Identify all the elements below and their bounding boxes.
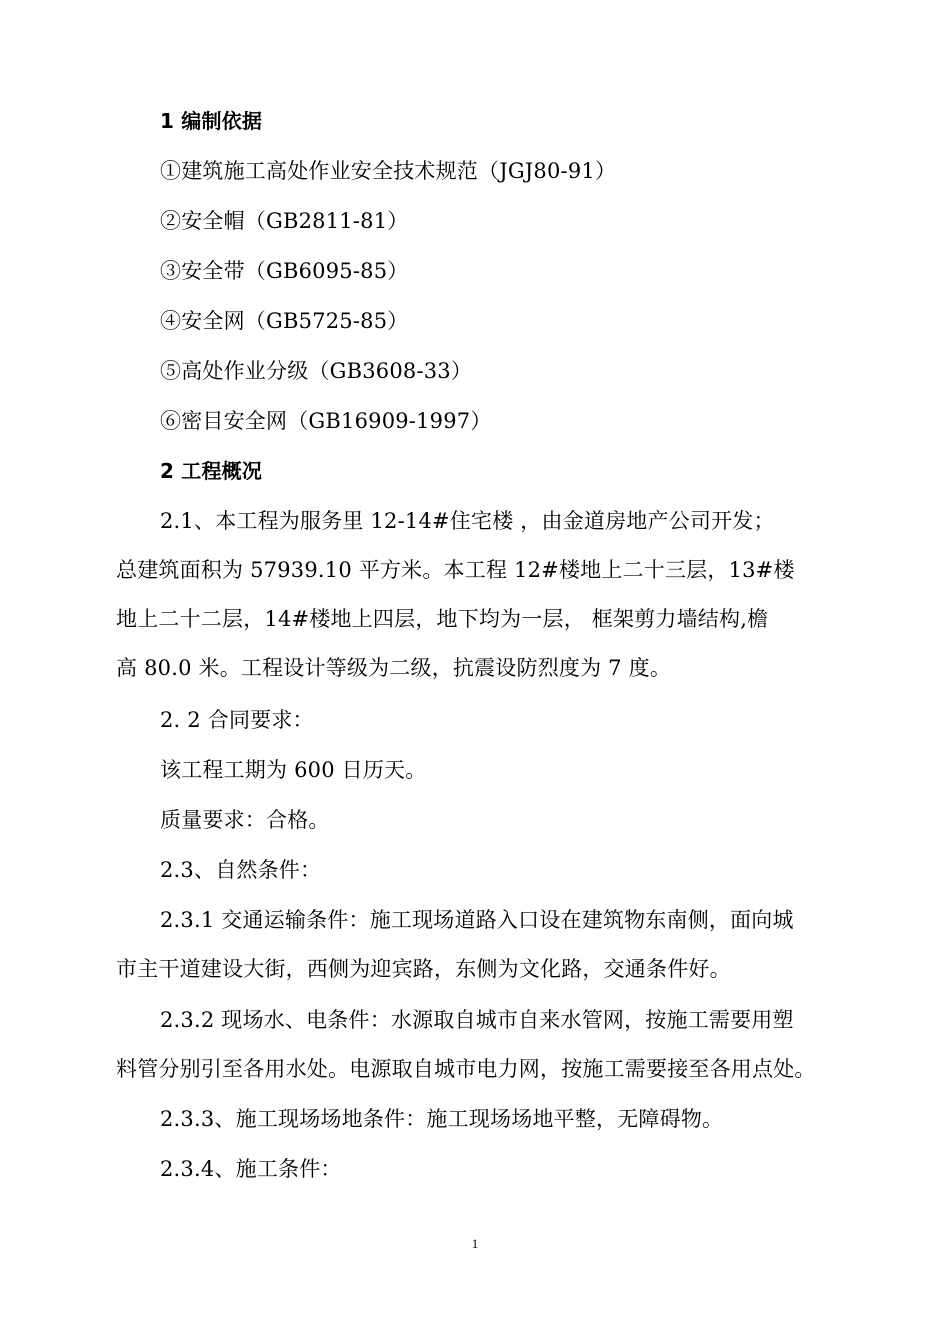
water-power-conditions-line-2: 料管分别引至各用水处。电源取自城市电力网，按施工需要接至各用点处。: [116, 1057, 816, 1081]
paragraph-2-1-line-4: 高 80.0 米。工程设计等级为二级，抗震设防烈度为 7 度。: [116, 656, 672, 680]
reference-item-3: ③安全带（GB6095-85）: [160, 259, 409, 283]
paragraph-2-1-line-2: 总建筑面积为 57939.10 平方米。本工程 12#楼地上二十三层，13#楼: [116, 558, 795, 582]
construction-period: 该工程工期为 600 日历天。: [160, 758, 427, 782]
paragraph-2-1-line-1: 2.1、本工程为服务里 12-14#住宅楼 ，由金道房地产公司开发；: [160, 509, 775, 533]
reference-item-4: ④安全网（GB5725-85）: [160, 309, 409, 333]
paragraph-2-1-line-3: 地上二十二层，14#楼地上四层，地下均为一层， 框架剪力墙结构,檐: [116, 607, 769, 631]
water-power-conditions-line-1: 2.3.2 现场水、电条件：水源取自城市自来水管网，按施工需要用塑: [160, 1008, 794, 1032]
reference-item-5: ⑤高处作业分级（GB3608-33）: [160, 359, 473, 383]
page-number: 1: [471, 1236, 479, 1251]
reference-item-2: ②安全帽（GB2811-81）: [160, 209, 409, 233]
section-1-heading: 1 编制依据: [160, 109, 263, 133]
quality-requirement: 质量要求：合格。: [160, 808, 330, 832]
construction-conditions-title: 2.3.4、施工条件：: [160, 1157, 342, 1181]
reference-item-6: ⑥密目安全网（GB16909-1997）: [160, 409, 492, 433]
site-conditions: 2.3.3、施工现场场地条件：施工现场场地平整，无障碍物。: [160, 1107, 724, 1131]
transport-conditions-line-2: 市主干道建设大街，西侧为迎宾路，东侧为文化路，交通条件好。: [116, 957, 731, 981]
transport-conditions-line-1: 2.3.1 交通运输条件：施工现场道路入口设在建筑物东南侧，面向城: [160, 908, 794, 932]
contract-requirements-title: 2. 2 合同要求：: [160, 708, 314, 732]
reference-item-1: ①建筑施工高处作业安全技术规范（JGJ80-91）: [160, 159, 617, 183]
section-2-heading: 2 工程概况: [160, 459, 263, 483]
natural-conditions-title: 2.3、自然条件：: [160, 858, 322, 882]
